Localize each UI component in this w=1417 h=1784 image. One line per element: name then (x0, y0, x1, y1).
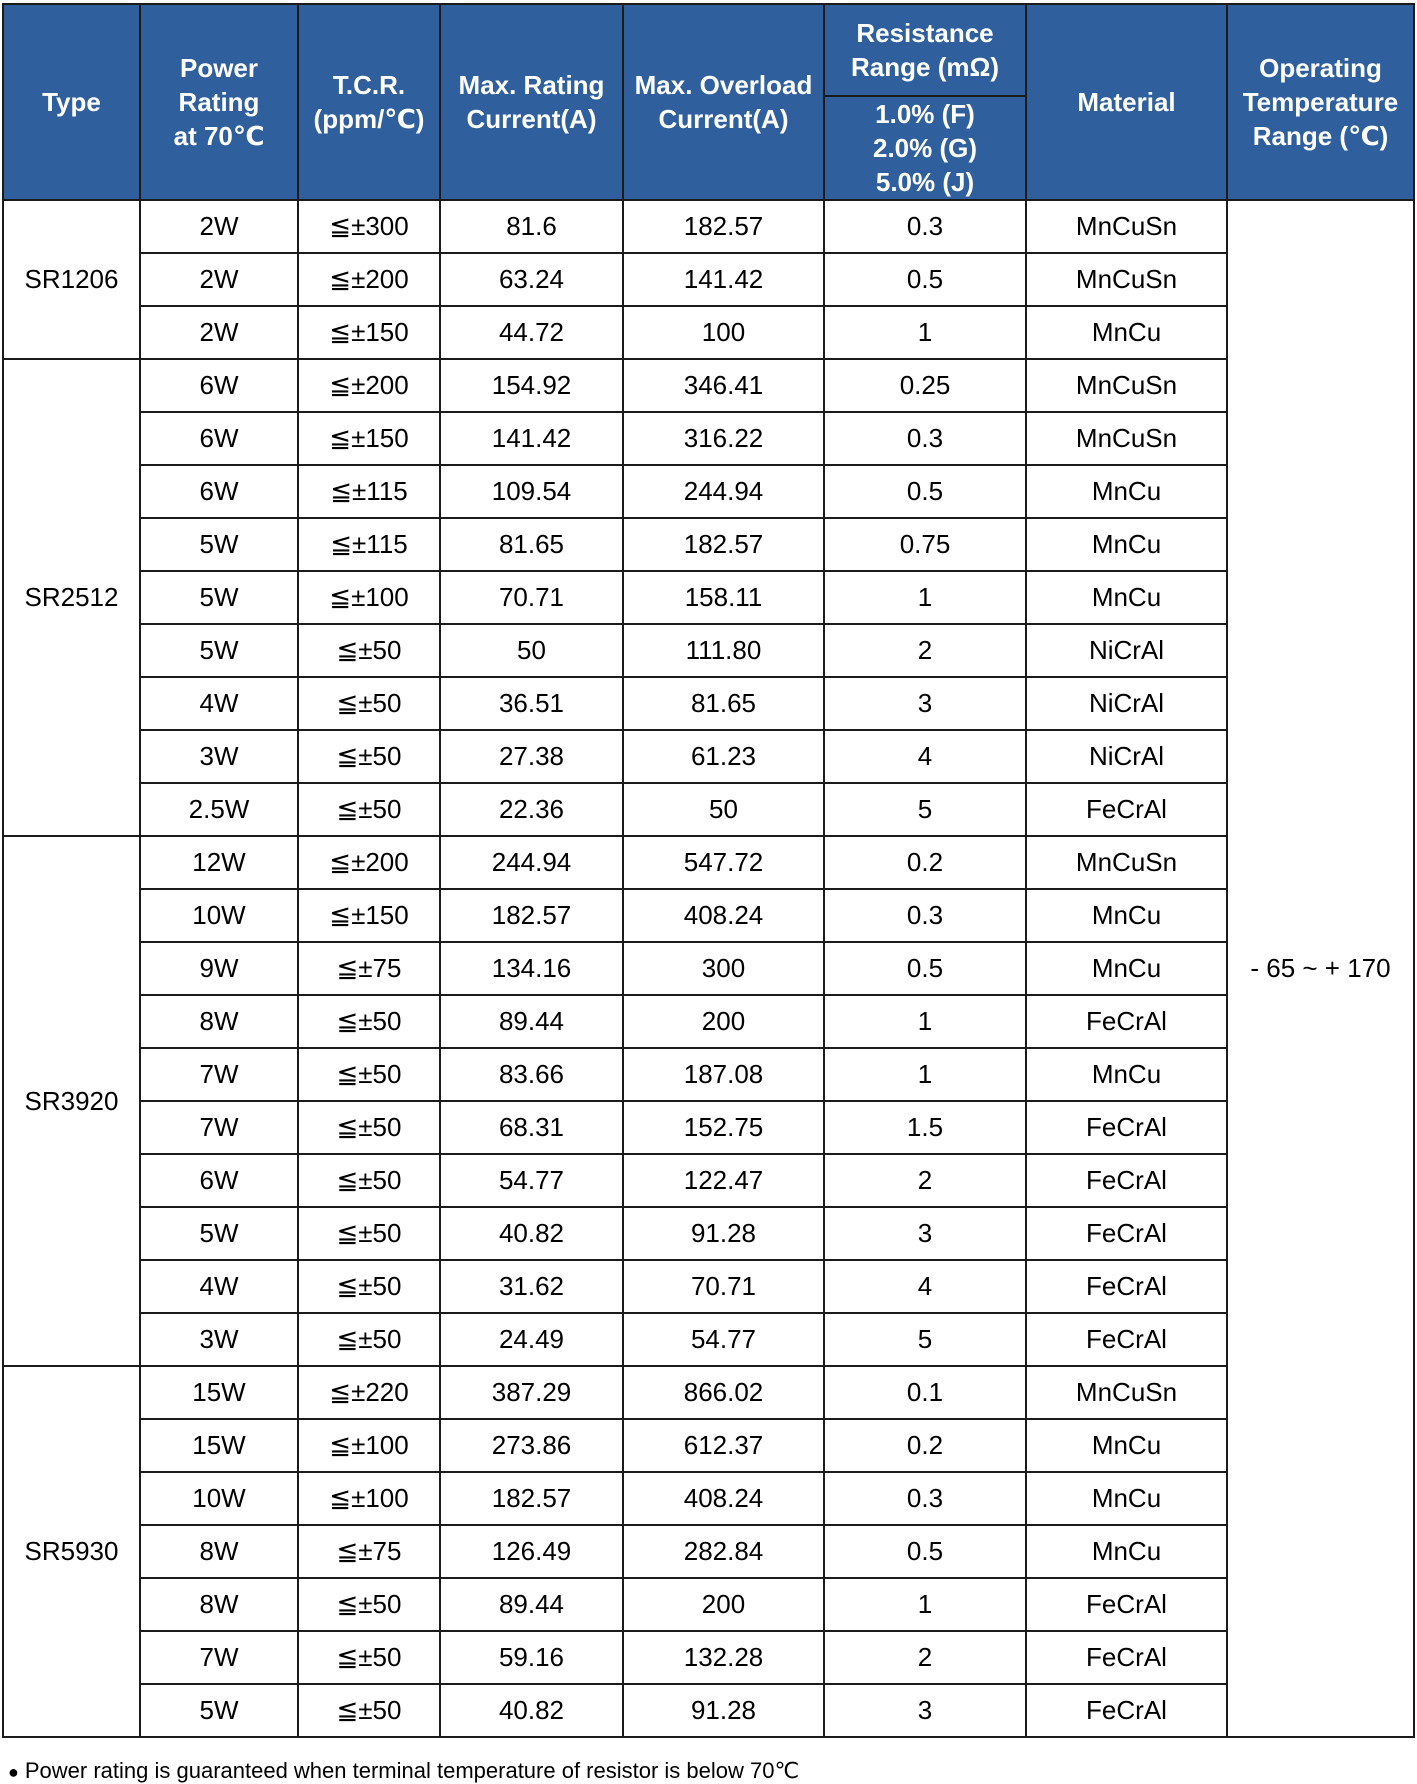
table-row (3, 1101, 1414, 1154)
tcr-cell: ≦±100 (298, 571, 440, 624)
max-rating-current-cell: 70.71 (440, 571, 623, 624)
resistance-cell: 0.3 (824, 889, 1026, 942)
resistance-cell: 0.5 (824, 253, 1026, 306)
power-rating-cell: 7W (140, 1631, 298, 1684)
material-cell: NiCrAl (1026, 730, 1227, 783)
table-row (3, 1048, 1414, 1101)
material-cell: NiCrAl (1026, 624, 1227, 677)
max-rating-current-cell: 40.82 (440, 1684, 623, 1737)
power-rating-cell: 4W (140, 1260, 298, 1313)
max-overload-current-cell: 54.77 (623, 1313, 824, 1366)
resistance-cell: 0.3 (824, 200, 1026, 253)
table-row (3, 465, 1414, 518)
footnote-text: Power rating is guaranteed when terminal temperature of resistor is below 70℃ (24, 1758, 800, 1783)
tcr-cell: ≦±50 (298, 995, 440, 1048)
max-rating-current-cell: 31.62 (440, 1260, 623, 1313)
power-rating-cell: 7W (140, 1048, 298, 1101)
power-rating-cell: 5W (140, 518, 298, 571)
material-cell: MnCu (1026, 1472, 1227, 1525)
max-overload-current-cell: 300 (623, 942, 824, 995)
resistance-cell: 1 (824, 571, 1026, 624)
resistance-cell: 5 (824, 783, 1026, 836)
table-row (3, 518, 1414, 571)
material-cell: MnCu (1026, 571, 1227, 624)
type-cell: SR3920 (3, 836, 140, 1366)
tcr-cell: ≦±50 (298, 1631, 440, 1684)
power-rating-cell: 15W (140, 1419, 298, 1472)
resistance-cell: 4 (824, 730, 1026, 783)
material-cell: MnCuSn (1026, 1366, 1227, 1419)
header-row (3, 4, 1414, 96)
max-rating-current-cell: 126.49 (440, 1525, 623, 1578)
material-cell: FeCrAl (1026, 1631, 1227, 1684)
tcr-cell: ≦±150 (298, 889, 440, 942)
resistor-spec-table (2, 3, 1415, 1738)
resistance-cell: 0.2 (824, 1419, 1026, 1472)
resistance-cell: 2 (824, 1631, 1026, 1684)
table-row (3, 1578, 1414, 1631)
power-rating-cell: 5W (140, 1684, 298, 1737)
tcr-cell: ≦±50 (298, 1207, 440, 1260)
max-rating-current-cell: 40.82 (440, 1207, 623, 1260)
tcr-cell: ≦±50 (298, 783, 440, 836)
bullet-icon: ● (8, 1762, 19, 1782)
power-rating-cell: 5W (140, 624, 298, 677)
resistance-cell: 0.1 (824, 1366, 1026, 1419)
max-overload-current-cell: 100 (623, 306, 824, 359)
max-rating-current-cell: 134.16 (440, 942, 623, 995)
power-rating-cell: 4W (140, 677, 298, 730)
header-type: Type (3, 4, 140, 200)
max-overload-current-cell: 866.02 (623, 1366, 824, 1419)
max-overload-current-cell: 182.57 (623, 200, 824, 253)
max-overload-current-cell: 141.42 (623, 253, 824, 306)
material-cell: MnCu (1026, 306, 1227, 359)
max-overload-current-cell: 316.22 (623, 412, 824, 465)
type-cell: SR1206 (3, 200, 140, 359)
table-row (3, 995, 1414, 1048)
tcr-cell: ≦±50 (298, 1101, 440, 1154)
max-rating-current-cell: 27.38 (440, 730, 623, 783)
max-overload-current-cell: 408.24 (623, 1472, 824, 1525)
max-overload-current-cell: 152.75 (623, 1101, 824, 1154)
tcr-cell: ≦±150 (298, 306, 440, 359)
tcr-cell: ≦±50 (298, 1313, 440, 1366)
table-row (3, 200, 1414, 253)
table-row (3, 1684, 1414, 1737)
tcr-cell: ≦±50 (298, 730, 440, 783)
resistance-cell: 1 (824, 995, 1026, 1048)
resistance-cell: 0.5 (824, 465, 1026, 518)
power-rating-cell: 2W (140, 200, 298, 253)
resistance-cell: 0.5 (824, 1525, 1026, 1578)
power-rating-cell: 5W (140, 1207, 298, 1260)
power-rating-cell: 6W (140, 359, 298, 412)
power-rating-cell: 3W (140, 1313, 298, 1366)
max-rating-current-cell: 44.72 (440, 306, 623, 359)
power-rating-cell: 2.5W (140, 783, 298, 836)
table-row (3, 1366, 1414, 1419)
resistance-cell: 3 (824, 1207, 1026, 1260)
tcr-cell: ≦±75 (298, 942, 440, 995)
tcr-cell: ≦±200 (298, 359, 440, 412)
power-rating-cell: 6W (140, 412, 298, 465)
resistance-cell: 1.5 (824, 1101, 1026, 1154)
power-rating-cell: 6W (140, 465, 298, 518)
max-rating-current-cell: 273.86 (440, 1419, 623, 1472)
table-row (3, 1472, 1414, 1525)
max-rating-current-cell: 154.92 (440, 359, 623, 412)
resistance-cell: 1 (824, 1048, 1026, 1101)
table-row (3, 1631, 1414, 1684)
table-row (3, 1154, 1414, 1207)
tcr-cell: ≦±300 (298, 200, 440, 253)
resistance-cell: 1 (824, 306, 1026, 359)
type-cell: SR2512 (3, 359, 140, 836)
max-overload-current-cell: 50 (623, 783, 824, 836)
power-rating-cell: 8W (140, 1578, 298, 1631)
max-overload-current-cell: 182.57 (623, 518, 824, 571)
table-row (3, 1419, 1414, 1472)
resistance-cell: 5 (824, 1313, 1026, 1366)
tcr-cell: ≦±220 (298, 1366, 440, 1419)
max-overload-current-cell: 61.23 (623, 730, 824, 783)
max-rating-current-cell: 22.36 (440, 783, 623, 836)
material-cell: FeCrAl (1026, 1684, 1227, 1737)
table-row (3, 1313, 1414, 1366)
max-overload-current-cell: 200 (623, 995, 824, 1048)
tcr-cell: ≦±50 (298, 677, 440, 730)
resistance-cell: 3 (824, 1684, 1026, 1737)
header-operating-temperature: Operating Temperature Range (℃) (1227, 4, 1414, 200)
max-overload-current-cell: 91.28 (623, 1684, 824, 1737)
material-cell: MnCu (1026, 942, 1227, 995)
max-overload-current-cell: 111.80 (623, 624, 824, 677)
max-rating-current-cell: 68.31 (440, 1101, 623, 1154)
max-rating-current-cell: 81.65 (440, 518, 623, 571)
material-cell: FeCrAl (1026, 1101, 1227, 1154)
material-cell: MnCu (1026, 1525, 1227, 1578)
tcr-cell: ≦±200 (298, 836, 440, 889)
table-row (3, 359, 1414, 412)
power-rating-cell: 3W (140, 730, 298, 783)
header-resistance-range: Resistance Range (mΩ) (824, 4, 1026, 96)
power-rating-cell: 12W (140, 836, 298, 889)
max-rating-current-cell: 89.44 (440, 995, 623, 1048)
tcr-cell: ≦±50 (298, 1154, 440, 1207)
material-cell: MnCu (1026, 1048, 1227, 1101)
material-cell: MnCuSn (1026, 253, 1227, 306)
material-cell: MnCu (1026, 889, 1227, 942)
tcr-cell: ≦±150 (298, 412, 440, 465)
material-cell: MnCu (1026, 465, 1227, 518)
max-overload-current-cell: 158.11 (623, 571, 824, 624)
footnote (8, 1758, 799, 1784)
table-row (3, 624, 1414, 677)
tcr-cell: ≦±50 (298, 1048, 440, 1101)
header-tcr: T.C.R. (ppm/℃) (298, 4, 440, 200)
material-cell: FeCrAl (1026, 1207, 1227, 1260)
max-rating-current-cell: 244.94 (440, 836, 623, 889)
table-row (3, 677, 1414, 730)
header-power-rating: Power Rating at 70℃ (140, 4, 298, 200)
table-row (3, 889, 1414, 942)
max-rating-current-cell: 54.77 (440, 1154, 623, 1207)
resistance-cell: 0.2 (824, 836, 1026, 889)
power-rating-cell: 8W (140, 995, 298, 1048)
tcr-cell: ≦±200 (298, 253, 440, 306)
table-row (3, 1207, 1414, 1260)
max-rating-current-cell: 59.16 (440, 1631, 623, 1684)
tcr-cell: ≦±50 (298, 1684, 440, 1737)
max-overload-current-cell: 187.08 (623, 1048, 824, 1101)
header-tolerance: 1.0% (F) 2.0% (G) 5.0% (J) (824, 96, 1026, 200)
max-overload-current-cell: 244.94 (623, 465, 824, 518)
header-material: Material (1026, 4, 1227, 200)
max-overload-current-cell: 282.84 (623, 1525, 824, 1578)
header-max-overload-current: Max. Overload Current(A) (623, 4, 824, 200)
material-cell: MnCuSn (1026, 836, 1227, 889)
type-cell: SR5930 (3, 1366, 140, 1737)
max-rating-current-cell: 50 (440, 624, 623, 677)
table-row (3, 836, 1414, 889)
resistance-cell: 4 (824, 1260, 1026, 1313)
max-rating-current-cell: 83.66 (440, 1048, 623, 1101)
max-overload-current-cell: 612.37 (623, 1419, 824, 1472)
material-cell: MnCuSn (1026, 412, 1227, 465)
max-overload-current-cell: 70.71 (623, 1260, 824, 1313)
material-cell: FeCrAl (1026, 1313, 1227, 1366)
material-cell: MnCu (1026, 518, 1227, 571)
power-rating-cell: 10W (140, 889, 298, 942)
max-rating-current-cell: 182.57 (440, 1472, 623, 1525)
power-rating-cell: 9W (140, 942, 298, 995)
resistance-cell: 0.3 (824, 412, 1026, 465)
material-cell: FeCrAl (1026, 995, 1227, 1048)
material-cell: MnCuSn (1026, 359, 1227, 412)
max-overload-current-cell: 122.47 (623, 1154, 824, 1207)
max-rating-current-cell: 141.42 (440, 412, 623, 465)
tcr-cell: ≦±50 (298, 1260, 440, 1313)
power-rating-cell: 7W (140, 1101, 298, 1154)
table-body (3, 200, 1414, 1737)
max-rating-current-cell: 89.44 (440, 1578, 623, 1631)
resistance-cell: 0.5 (824, 942, 1026, 995)
max-rating-current-cell: 387.29 (440, 1366, 623, 1419)
max-rating-current-cell: 36.51 (440, 677, 623, 730)
max-rating-current-cell: 24.49 (440, 1313, 623, 1366)
table-row (3, 306, 1414, 359)
resistance-cell: 0.75 (824, 518, 1026, 571)
max-overload-current-cell: 200 (623, 1578, 824, 1631)
table-row (3, 783, 1414, 836)
table-row (3, 730, 1414, 783)
power-rating-cell: 2W (140, 253, 298, 306)
max-rating-current-cell: 81.6 (440, 200, 623, 253)
max-overload-current-cell: 81.65 (623, 677, 824, 730)
max-overload-current-cell: 408.24 (623, 889, 824, 942)
tcr-cell: ≦±100 (298, 1419, 440, 1472)
material-cell: FeCrAl (1026, 1578, 1227, 1631)
power-rating-cell: 2W (140, 306, 298, 359)
resistance-cell: 0.25 (824, 359, 1026, 412)
max-rating-current-cell: 109.54 (440, 465, 623, 518)
resistance-cell: 0.3 (824, 1472, 1026, 1525)
tcr-cell: ≦±100 (298, 1472, 440, 1525)
tcr-cell: ≦±75 (298, 1525, 440, 1578)
header-max-rating-current: Max. Rating Current(A) (440, 4, 623, 200)
max-rating-current-cell: 182.57 (440, 889, 623, 942)
tcr-cell: ≦±50 (298, 1578, 440, 1631)
tcr-cell: ≦±50 (298, 624, 440, 677)
material-cell: FeCrAl (1026, 1260, 1227, 1313)
material-cell: MnCu (1026, 1419, 1227, 1472)
max-overload-current-cell: 547.72 (623, 836, 824, 889)
tcr-cell: ≦±115 (298, 465, 440, 518)
material-cell: MnCuSn (1026, 200, 1227, 253)
table-row (3, 412, 1414, 465)
table-row (3, 253, 1414, 306)
operating-temperature-cell: - 65 ~ + 170 (1227, 200, 1414, 1737)
material-cell: FeCrAl (1026, 783, 1227, 836)
tcr-cell: ≦±115 (298, 518, 440, 571)
table-row (3, 1525, 1414, 1578)
power-rating-cell: 10W (140, 1472, 298, 1525)
power-rating-cell: 6W (140, 1154, 298, 1207)
power-rating-cell: 5W (140, 571, 298, 624)
resistance-cell: 1 (824, 1578, 1026, 1631)
max-rating-current-cell: 63.24 (440, 253, 623, 306)
material-cell: NiCrAl (1026, 677, 1227, 730)
power-rating-cell: 15W (140, 1366, 298, 1419)
max-overload-current-cell: 132.28 (623, 1631, 824, 1684)
resistance-cell: 2 (824, 624, 1026, 677)
resistance-cell: 2 (824, 1154, 1026, 1207)
table-row (3, 571, 1414, 624)
max-overload-current-cell: 346.41 (623, 359, 824, 412)
max-overload-current-cell: 91.28 (623, 1207, 824, 1260)
table-row (3, 1260, 1414, 1313)
resistance-cell: 3 (824, 677, 1026, 730)
power-rating-cell: 8W (140, 1525, 298, 1578)
material-cell: FeCrAl (1026, 1154, 1227, 1207)
table-row (3, 942, 1414, 995)
